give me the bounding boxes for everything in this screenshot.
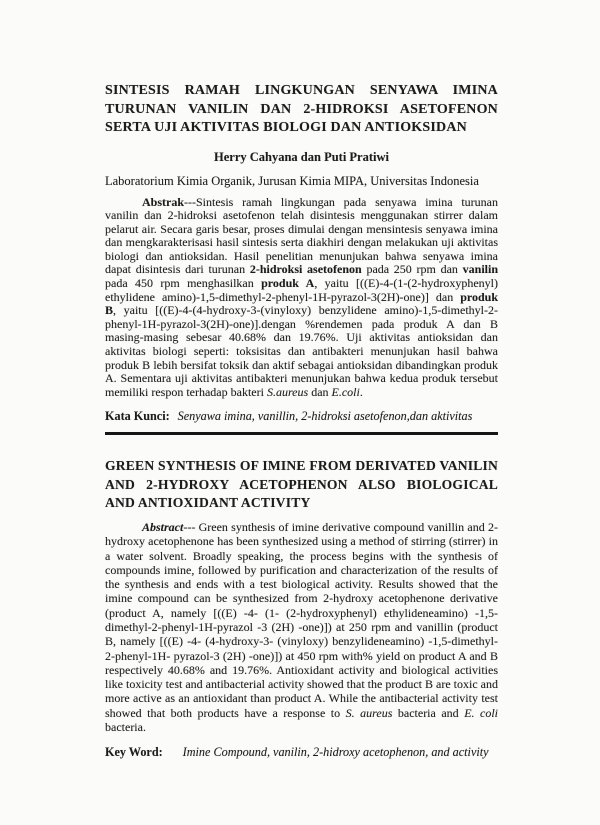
keywords-indonesian — [105, 408, 498, 424]
keywords-en-label: Key Word: — [105, 745, 163, 760]
keywords-english — [105, 744, 498, 760]
authors-line: Herry Cahyana dan Puti Pratiwi — [214, 149, 389, 164]
abstract-english: Abstract--- Green synthesis of imine derivative compound vanillin and 2-hydroxy acetophenone has been synthesized using a method of stirring (stirrer) in a water solvent. Broadly speaking, the process begins with the synthesis of compounds imine, followed by purification and characterization of the results of the synthesis and ends with a test biological activity. Results showed that the imine compound can be synthesized from 2-hydroxy acetophenone derivative (product A, namely [((E) -4- (1- (2-hydroxyphenyl) ethylideneamino) -1,5-dimethyl-2-phenyl-1H-pyrazol -3 (2H) -one)]) at 250 rpm and vanillin (product B, namely [((E) -4- (4-hydroxy-3- (vinyloxy) benzylideneamino) -1,5-dimethyl-2-phenyl-1H- pyrazol-3 (2H) -one)]) at 450 rpm with% yield on product A and B respectively 40.68% and 19.76%. Antioxidant activity and biological activities like toxicity test and antibacterial activity showed that the product B are toxic and more active as an antioxidant than product A. While the antibacterial activity test showed that both products have a response to S. aureus bacteria and E. coli bacteria. — [105, 519, 499, 735]
keywords-id-label: Kata Kunci: — [105, 409, 170, 424]
keywords-en-value: Imine Compound, vanilin, 2-hidroxy acetophenon, and activity — [182, 745, 489, 760]
affiliation-line: Laboratorium Kimia Organik, Jurusan Kimia MIPA, Universitas Indonesia — [105, 173, 479, 188]
abstract-indonesian: Abstrak---Sintesis ramah lingkungan pada senyawa imina turunan vanilin dan 2-hidroksi asetofenon telah disintesis menggunakan stirrer dalam pelarut air. Secara garis besar, proses dimulai dengan mensintesis senyawa imina dan mengkarakterisasi hasil sintesis serta diakhiri dengan melakukan uji aktivitas biologi dan antioksidan. Hasil penelitian menunjukan bahwa senyawa imina dapat disintesis dari turunan 2-hidroksi asetofenon pada 250 rpm dan vanilin pada 450 rpm menghasilkan produk A, yaitu [((E)-4-(1-(2-hydroxyphenyl) ethylidene amino)-1,5-dimethyl-2-phenyl-1H-pyrazol-3(2H)-one)] dan produk B, yaitu [((E)-4-(4-hydroxy-3-(vinyloxy) benzylidene amino)-1,5-dimethyl-2-phenyl-1H-pyrazol-3(2H)-one)].dengan %rendemen pada produk A dan B masing-masing sebesar 40.68% dan 19.76%. Uji aktivitas antioksidan dan aktivitas biologi seperti: toksisitas dan antibakteri menunjukan hasil bahwa produk B lebih bersifat toksik dan aktif sebagai antioksidan dibandingkan produk A. Sementara uji aktivitas antibakteri menunjukan bahwa kedua produk tersebut memiliki respon terhadap bakteri S.aureus dan E.coli. — [105, 194, 498, 399]
indonesian-title: SINTESIS RAMAH LINGKUNGAN SENYAWA IMINA TURUNAN VANILIN DAN 2-HIDROKSI ASETOFENON SERTA UJI AKTIVITAS BIOLOGI DAN ANTIOKSIDAN — [105, 83, 498, 135]
english-title: GREEN SYNTHESIS OF IMINE FROM DERIVATED VANILIN AND 2-HYDROXY ACETOPHENON ALSO BIOLOGICAL AND ANTIOXIDANT ACTIVITY — [105, 458, 498, 511]
section-divider-rule — [105, 432, 498, 435]
keywords-id-value: Senyawa imina, vanillin, 2-hidroksi asetofenon,dan aktivitas — [177, 409, 473, 424]
paper-page — [105, 82, 498, 760]
